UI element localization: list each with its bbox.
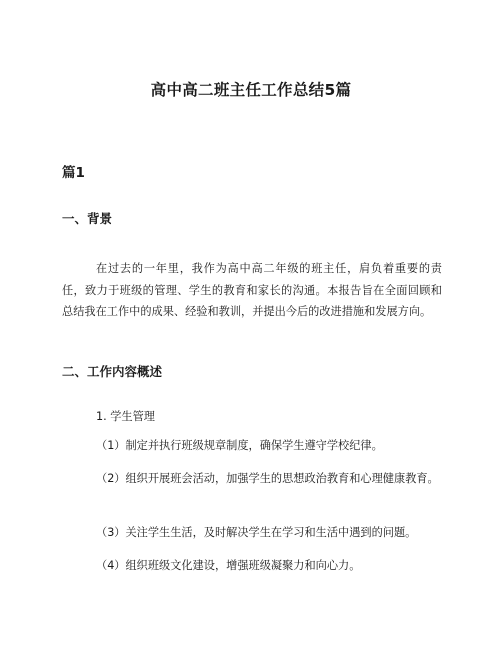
list-item: （3）关注学生生活，及时解决学生在学习和生活中遇到的问题。 xyxy=(96,526,417,539)
subheading-student-management: 1. 学生管理 xyxy=(96,410,155,423)
list-item: （1）制定并执行班级规章制度，确保学生遵守学校纪律。 xyxy=(96,439,383,452)
list-item: （2）组织开展班会活动，加强学生的思想政治教育和心理健康教育。 xyxy=(96,472,439,485)
section-heading-background: 一、背景 xyxy=(62,211,113,226)
list-item: （4）组织班级文化建设，增强班级凝聚力和向心力。 xyxy=(96,559,361,572)
document-title: 高中高二班主任工作总结5篇 xyxy=(150,81,352,99)
part-heading: 篇1 xyxy=(62,165,85,181)
background-paragraph: 在过去的一年里，我作为高中高二年级的班主任，肩负着重要的责任，致力于班级的管理、学生的教育和家长的沟通。本报告旨在全面回顾和总结我在工作中的成果、经验和教训，并提出今后的改进措施和发展方向。 xyxy=(62,262,442,318)
section-heading-work-overview: 二、工作内容概述 xyxy=(62,364,163,379)
